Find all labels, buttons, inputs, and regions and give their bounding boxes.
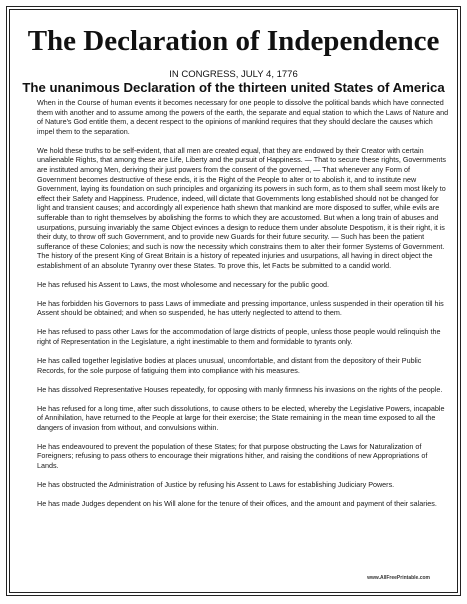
document-dateline: IN CONGRESS, JULY 4, 1776 bbox=[169, 69, 298, 80]
document-subtitle: The unanimous Declaration of the thirteen united States of America bbox=[22, 80, 445, 95]
paragraph: He has refused for a long time, after such dissolutions, to cause others to be elected, whereby the Legislative Powers, incapable of Annihilation, have returned to the People at large for their exercise; the State remaining in the mean time exposed to all the dangers of invasion from without, and convulsions within. bbox=[37, 403, 445, 432]
document-title: The Declaration of Independence bbox=[27, 25, 440, 57]
paragraph: When in the Course of human events it becomes necessary for one people to dissolve the political bands which have connected them with another and to assume among the powers of the earth, the separate and equal station to which the Laws of Nature and of Nature's God entitle them, a decent respect to the opinions of mankind requires that they should declare the causes which impel them to the separation. bbox=[37, 98, 449, 136]
paragraph: He has endeavoured to prevent the population of these States; for that purpose obstructing the Laws for Naturalization of Foreigners; refusing to pass others to encourage their migrations hither, and raising the conditions of new Appropriations of Lands. bbox=[37, 441, 428, 470]
paragraph: He has forbidden his Governors to pass Laws of immediate and pressing importance, unless suspended in their operation till his Assent should be obtained; and when so suspended, he has utterly neglected to attend to them. bbox=[37, 298, 444, 318]
paragraph: He has dissolved Representative Houses repeatedly, for opposing with manly firmness his invasions on the rights of the people. bbox=[37, 384, 443, 394]
paragraph: We hold these truths to be self-evident, that all men are created equal, that they are endowed by their Creator with certain unalienable Rights, that among these are Life, Liberty and the pursuit of Happiness. — That to secure these rights, Governments are instituted among Men, deriving their just powers from the consent of the governed, — That whenever any Form of Government becomes destructive of these ends, it is the Right of the People to alter or to abolish it, and to institute new Government, laying its foundation on such principles and organizing its powers in such form, as to them shall seem most likely to effect their Safety and Happiness. Prudence, indeed, will dictate that Governments long established should not be changed for light and transient causes; and accordingly all experience hath shewn that mankind are more disposed to suffer, while evils are sufferable than to right themselves by abolishing the forms to which they are accustomed. But when a long train of abuses and usurpations, pursuing invariably the same Object evinces a design to reduce them under absolute Despotism, it is their right, it is their duty, to throw off such Government, and to provide new Guards for their future security. — Such has been the patient sufferance of these Colonies; and such is now the necessity which constrains them to alter their former Systems of Government. The history of the present King of Great Britain is a history of repeated injuries and usurpations, all having in direct object the establishment of an absolute Tyranny over these States. To prove this, let Facts be submitted to a candid world. bbox=[37, 145, 446, 270]
paragraph: He has obstructed the Administration of Justice by refusing his Assent to Laws for establishing Judiciary Powers. bbox=[37, 479, 395, 489]
document-body bbox=[37, 98, 450, 518]
paragraph: He has made Judges dependent on his Will alone for the tenure of their offices, and the amount and payment of their salaries. bbox=[37, 498, 437, 508]
footer-watermark: www.AllFreePrintable.com bbox=[367, 575, 430, 581]
paragraph: He has refused to pass other Laws for the accommodation of large districts of people, unless those people would relinquish the right of Representation in the Legislature, a right inestimable to them and formidable to tyrants only. bbox=[37, 327, 441, 347]
printable-page bbox=[6, 6, 461, 596]
paragraph: He has refused his Assent to Laws, the most wholesome and necessary for the public good. bbox=[37, 279, 330, 289]
paragraph: He has called together legislative bodies at places unusual, uncomfortable, and distant from the depository of their Public Records, for the sole purpose of fatiguing them into compliance with his measures. bbox=[37, 356, 422, 375]
